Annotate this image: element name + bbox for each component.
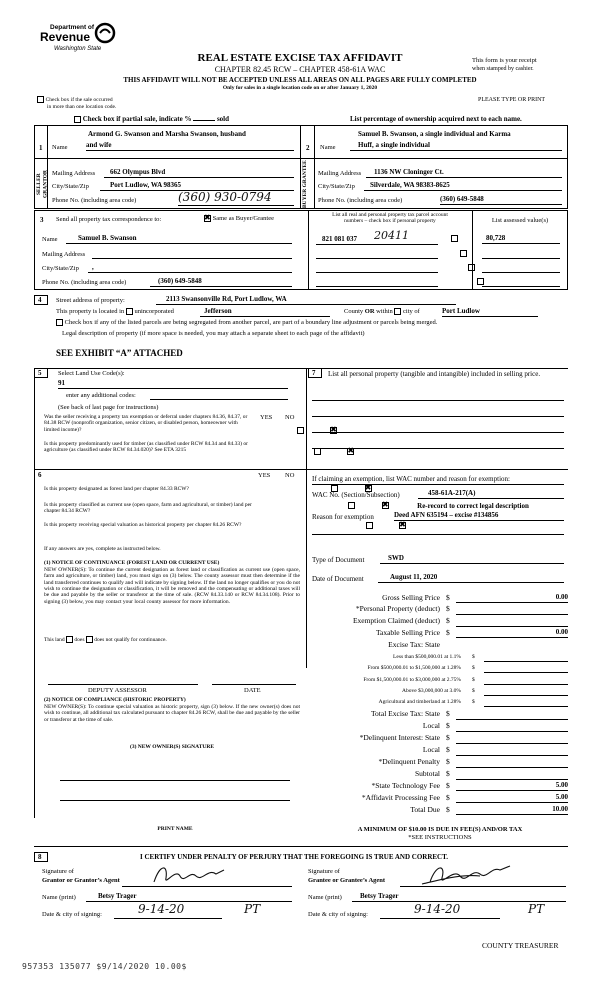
- partial-sale-percent-field[interactable]: [193, 114, 215, 121]
- section-5-7-divider: [306, 368, 307, 668]
- or-label: OR: [364, 308, 375, 315]
- total-excise-dollar: $: [446, 709, 450, 718]
- section-4-number: 4: [38, 296, 42, 304]
- this-land-label: This land: [44, 636, 65, 643]
- corr-mailing-label: Mailing Address: [42, 251, 86, 258]
- tier-5-label: Agricultural and timberland at 1.28%: [378, 699, 461, 705]
- s6-yes-header: YES: [258, 472, 271, 479]
- buyer-city-field[interactable]: Silverdale, WA 98383-8625: [364, 181, 562, 191]
- parcel-1-personal-checkbox[interactable]: [451, 235, 458, 242]
- section-3-number: 3: [40, 216, 44, 224]
- section-8-top-border: [34, 846, 568, 847]
- grantor-signature-label-2: Grantor or Grantor’s Agent: [42, 877, 120, 884]
- buyer-mailing-label: Mailing Address: [318, 170, 362, 177]
- reason-line-1[interactable]: Re-record to correct legal description: [417, 502, 529, 510]
- parcel-header-line-1: List all real and personal property tax parcel account: [332, 212, 448, 218]
- grantor-name-label: Name (print): [42, 894, 76, 901]
- section-5-top-border: [34, 368, 568, 369]
- local-field[interactable]: [456, 731, 568, 732]
- delinquent-interest-field[interactable]: [456, 743, 568, 744]
- deputy-assessor-label: DEPUTY ASSESSOR: [88, 687, 147, 694]
- taxable-dollar: $: [446, 628, 450, 637]
- partial-sale-checkbox[interactable]: [74, 116, 81, 123]
- notice-2-title: (2) NOTICE OF COMPLIANCE (HISTORIC PROPERTY): [44, 697, 186, 703]
- tech-fee-label: *State Technology Fee: [371, 781, 440, 790]
- wac-label: WAC No. (Section/Subsection): [312, 491, 400, 499]
- seller-phone-label: Phone No. (including area code): [52, 197, 137, 204]
- parcel-header-line-2: numbers – check box if personal property: [344, 218, 436, 225]
- assessed-divider: [472, 210, 473, 290]
- parcel-handwritten-1: 20411: [374, 229, 409, 242]
- assessed-value-4[interactable]: [482, 286, 560, 287]
- multi-location-label: Check box if the sale occurred: [45, 97, 113, 103]
- seller-mailing-label: Mailing Address: [52, 170, 96, 177]
- subtotal-label: Subtotal: [414, 769, 440, 778]
- grantee-date-field[interactable]: 9-14-20: [380, 903, 500, 919]
- subtotal-dollar: $: [446, 769, 450, 778]
- grantor-date-field[interactable]: 9-14-20: [114, 903, 222, 919]
- notice-1-title: (1) NOTICE OF CONTINUANCE (FOREST LAND OR CURRENT USE): [44, 560, 220, 566]
- same-as-buyer-label: Same as Buyer/Grantee: [212, 215, 274, 222]
- new-owner-signature-label: (3) NEW OWNER(S) SIGNATURE: [130, 744, 214, 750]
- tier-1-label: Less than $500,000.01 at 1.1%: [393, 654, 461, 660]
- same-as-buyer-row: [204, 215, 274, 222]
- corr-city-label: City/State/Zip: [42, 265, 79, 272]
- partial-sale-label: Check box if partial sale, indicate %: [82, 115, 192, 123]
- s6-q2-yes-checkbox[interactable]: [348, 502, 355, 509]
- certify-statement: I CERTIFY UNDER PENALTY OF PERJURY THAT THE FOREGOING IS TRUE AND CORRECT.: [140, 853, 449, 861]
- tier-3-dollar: $: [472, 677, 475, 683]
- land-qualify-row: [44, 636, 167, 643]
- exemption-claimed-field[interactable]: [456, 626, 568, 627]
- delinquent-penalty-dollar: $: [446, 757, 450, 766]
- personal-property-label: List all personal property (tangible and intangible) included in selling price.: [328, 370, 541, 378]
- corr-phone-label: Phone No. (including area code): [42, 279, 127, 286]
- corr-name-label: Name: [42, 236, 58, 243]
- s5-q1-yes-checkbox[interactable]: [297, 427, 304, 434]
- subtotal-field[interactable]: [456, 779, 568, 780]
- county-field[interactable]: Jefferson: [200, 307, 330, 317]
- land-does-not-checkbox[interactable]: [86, 636, 93, 643]
- buyer-phone-field[interactable]: (360) 649-5848: [440, 195, 562, 205]
- gross-selling-field[interactable]: 0.00: [456, 593, 568, 603]
- s5-question-2: Is this property predominantly used for timber (as classified under RCW 84.34 and 84.33) or agriculture (as classified under RCW 84.34.020)? See ETA 3215: [44, 441, 248, 454]
- does-label: does: [74, 636, 85, 643]
- print-name-line[interactable]: [60, 800, 290, 801]
- location-row: [56, 308, 174, 315]
- grantee-signature-label-2: Grantee or Grantee’s Agent: [308, 877, 386, 884]
- tier-4-label: Above $3,000,000 at 3.0%: [402, 688, 461, 694]
- tech-fee-dollar: $: [446, 781, 450, 790]
- parcel-2-personal-checkbox[interactable]: [460, 250, 467, 257]
- s5-question-1: Was the seller receiving a property tax exemption or deferral under chapters 84.36, 84.37, or 84.38 RCW (nonprofit organization, senior citizen, or disabled person, homeowner with limited income)?: [44, 414, 248, 433]
- corr-name-field[interactable]: Samuel B. Swanson: [66, 234, 292, 244]
- local-2-label: Local: [422, 745, 440, 754]
- s6-no-header: NO: [285, 472, 295, 479]
- s5-q2-no-checkbox[interactable]: [347, 448, 354, 455]
- form-warning: THIS AFFIDAVIT WILL NOT BE ACCEPTED UNLESS ALL AREAS ON ALL PAGES ARE FULLY COMPLETED: [123, 76, 477, 84]
- grantee-signature-label-1: Signature of: [308, 868, 340, 875]
- exemption-label: If claiming an exemption, list WAC number and reason for exemption:: [312, 475, 510, 483]
- total-due-field[interactable]: 10.00: [456, 805, 568, 815]
- seller-phone-field[interactable]: (360) 930-0794: [178, 191, 294, 206]
- section-2-num-divider: [300, 125, 315, 158]
- grantor-date-label: Date & city of signing:: [42, 911, 102, 918]
- notice-1-body: NEW OWNER(S): To continue the current designation as forest land or classification as current use (open space, farm and agriculture, or timber) land, you must sign on (3) below. The county assessor must then determine if the land transferred continues to qualify and will indicate by signing below. If the land no longer qualifies or you do not wish to continue the designation or classification, it will be removed and the compensating or additional taxes will be due and payable by the seller or transferor at the time of sale. (RCW 84.33.140 or RCW 84.34.108). Prior to signing (3) below, you may contact your local county assessor for more information.: [44, 567, 300, 605]
- buyer-side-label: BUYER GRANTEE: [302, 160, 308, 208]
- excise-state-label: Excise Tax: State: [388, 640, 440, 649]
- seller-name-line-2[interactable]: and wife: [86, 141, 294, 151]
- seller-city-field[interactable]: Port Ludlow, WA 98365: [100, 181, 294, 191]
- grantor-signature-label-1: Signature of: [42, 868, 74, 875]
- tech-fee-field[interactable]: 5.00: [456, 781, 568, 791]
- county-or-row: [344, 308, 420, 315]
- doc-type-label: Type of Document: [312, 556, 365, 564]
- delinquent-interest-dollar: $: [446, 733, 450, 742]
- deputy-assessor-line[interactable]: [48, 684, 198, 685]
- legal-description-label: Legal description of property (if more space is needed, you may attach a separate sheet to each page of the affidavit): [62, 330, 365, 337]
- total-excise-state-field[interactable]: [456, 719, 568, 720]
- s6-q3-no-checkbox[interactable]: [399, 522, 406, 529]
- grantor-signature-line[interactable]: [122, 886, 292, 887]
- street-label: Street address of property:: [56, 297, 125, 304]
- corr-phone-field[interactable]: (360) 649-5848: [150, 277, 292, 287]
- buyer-city-label: City/State/Zip: [318, 183, 355, 190]
- local-label: Local: [422, 721, 440, 730]
- new-owner-signature-line[interactable]: [60, 780, 290, 781]
- tier-4-field[interactable]: [484, 695, 568, 696]
- partial-sale-sold: sold: [216, 115, 230, 123]
- city-checkbox[interactable]: [394, 308, 401, 315]
- segregated-checkbox[interactable]: [56, 319, 63, 326]
- buyer-name-line-1: Samuel B. Swanson, a single individual and Karma: [358, 130, 511, 138]
- buyer-name-label: Name: [320, 144, 336, 151]
- affidavit-fee-label: *Affidavit Processing Fee: [361, 793, 440, 802]
- assessor-date-label: DATE: [244, 687, 261, 694]
- local-dollar: $: [446, 721, 450, 730]
- section-7-number: 7: [312, 369, 316, 377]
- seller-side-label: SELLER GRANTOR: [36, 170, 49, 199]
- tier-3-field[interactable]: [484, 684, 568, 685]
- buyer-side-divider: [300, 158, 315, 209]
- personal-dollar: $: [446, 604, 450, 613]
- delinquent-penalty-field[interactable]: [456, 767, 568, 768]
- within-label: within: [376, 308, 393, 315]
- parcel-row-2[interactable]: [316, 258, 438, 259]
- grantee-name-label: Name (print): [308, 894, 342, 901]
- grantee-name-field[interactable]: Betsy Trager: [352, 892, 566, 902]
- personal-property-deduct-label: *Personal Property (deduct): [355, 604, 440, 613]
- receipt-note-2: when stamped by cashier.: [472, 66, 534, 72]
- grantee-date-label: Date & city of signing:: [308, 911, 368, 918]
- section-6-top-border: [34, 469, 568, 470]
- personal-property-deduct-field[interactable]: [456, 614, 568, 615]
- assessed-value-2[interactable]: [482, 258, 560, 259]
- land-use-label: Select Land Use Code(s):: [58, 370, 125, 377]
- taxable-selling-field[interactable]: 0.00: [456, 628, 568, 638]
- seller-mailing-field[interactable]: 662 Olympus Blvd: [104, 168, 294, 178]
- exemption-line: [312, 484, 564, 485]
- minimum-note: A MINIMUM OF $10.00 IS DUE IN FEE(S) AND/OR TAX: [357, 826, 523, 833]
- total-excise-state-label: Total Excise Tax: State: [370, 709, 440, 718]
- parcel-4-personal-checkbox[interactable]: [477, 278, 484, 285]
- parcel-row-4[interactable]: [316, 286, 438, 287]
- taxable-selling-label: Taxable Selling Price: [375, 628, 440, 637]
- exemption-claimed-label: Exemption Claimed (deduct): [352, 616, 440, 625]
- does-not-label: does not qualify for continuance.: [94, 636, 167, 643]
- reason-line-2[interactable]: Deed AFN 635194 – excise #134856: [394, 511, 564, 521]
- additional-codes-label: enter any additional codes:: [66, 392, 136, 399]
- parcel-header: [310, 212, 470, 225]
- tier-1-field[interactable]: [484, 661, 568, 662]
- land-does-checkbox[interactable]: [66, 636, 73, 643]
- section-5-number: 5: [38, 369, 42, 377]
- parcel-row-3[interactable]: [316, 272, 438, 273]
- corr-city-field[interactable]: ,: [88, 263, 292, 273]
- doc-type-field[interactable]: SWD: [380, 554, 564, 564]
- total-due-dollar: $: [446, 805, 450, 814]
- tier-2-field[interactable]: [484, 672, 568, 673]
- tier-2-dollar: $: [472, 665, 475, 671]
- print-name-label: PRINT NAME: [157, 826, 193, 832]
- seller-city-label: City/State/Zip: [52, 183, 89, 190]
- wac-field[interactable]: 458-61A-217(A): [418, 489, 564, 499]
- tier-5-field[interactable]: [484, 706, 568, 707]
- section-5-left-border: [34, 368, 35, 818]
- located-label: This property is located in: [56, 308, 125, 315]
- tier-4-dollar: $: [472, 688, 475, 694]
- doc-date-label: Date of Document: [312, 575, 364, 583]
- section-2-number: 2: [306, 144, 310, 152]
- buyer-mailing-field[interactable]: 1136 NW Cloninger Ct.: [366, 168, 562, 178]
- cashier-stamp: 957353 135077 $9/14/2020 10.00$: [22, 962, 187, 971]
- grantee-city-field[interactable]: PT: [528, 902, 545, 916]
- corr-mailing-field[interactable]: [92, 249, 292, 259]
- logo-state: Washington State: [54, 46, 102, 52]
- tier-3-label: From $1,500,000.01 to $3,000,000 at 2.75%: [363, 677, 461, 683]
- exhibit-text[interactable]: SEE EXHIBIT “A” ATTACHED: [56, 348, 183, 358]
- s5-yes-header: YES: [260, 414, 273, 421]
- s5-no-header: NO: [285, 414, 295, 421]
- notice-2-body: NEW OWNER(S): To continue special valuation as historic property, sign (3) below. If the new owner(s) does not wish to continue, all additional tax calculated pursuant to chapter 84.26 RCW, shall be due and payable by the seller or transferor at the time of sale.: [44, 704, 300, 723]
- s6-question-1: Is this property designated as forest land per chapter 84.33 RCW?: [44, 486, 189, 492]
- receipt-note-1: This form is your receipt: [472, 57, 537, 64]
- percentage-note: List percentage of ownership acquired next to each name.: [350, 115, 522, 123]
- assessor-date-line[interactable]: [212, 684, 296, 685]
- logo-dept-line: Department of: [50, 24, 95, 31]
- see-back-note: (See back of last page for instructions): [58, 404, 159, 411]
- seller-side-divider: [34, 158, 48, 209]
- section-6-number: 6: [38, 471, 42, 479]
- segregated-label: Check box if any of the listed parcels are being segregated from another parcel, are part of a boundary line adjustment or parcels being merged.: [64, 319, 438, 326]
- partial-sale-row: [74, 114, 229, 123]
- grantee-signature-line[interactable]: [400, 886, 566, 887]
- land-use-field[interactable]: 91: [58, 379, 288, 389]
- additional-codes-field[interactable]: [150, 399, 288, 400]
- affidavit-fee-field[interactable]: 5.00: [456, 793, 568, 803]
- multi-location-checkbox[interactable]: [37, 96, 44, 103]
- s6-question-2: Is this property classified as current use (open space, farm and agricultural, or timber) land per chapter 84.34 RCW?: [44, 502, 252, 515]
- section-1-number: 1: [39, 144, 43, 152]
- reason-extra-line[interactable]: [312, 534, 564, 535]
- personal-property-line-2[interactable]: [312, 416, 564, 417]
- form-note: Only for sales in a single location code on or after January 1, 2020: [222, 85, 378, 91]
- print-note: PLEASE TYPE OR PRINT: [478, 97, 546, 103]
- county-label: County: [344, 308, 364, 315]
- multi-location-label-2: in more than one location code.: [47, 104, 117, 110]
- same-as-buyer-checkbox[interactable]: [204, 215, 211, 222]
- total-due-label: Total Due: [410, 805, 440, 814]
- grantor-name-field[interactable]: Betsy Trager: [86, 892, 292, 902]
- unincorporated-label: unincorporated: [134, 308, 174, 315]
- multi-location-row: [37, 96, 113, 103]
- tier-5-dollar: $: [472, 699, 475, 705]
- seller-name-label: Name: [52, 144, 68, 151]
- section-1-num-divider: [34, 125, 48, 158]
- city-of-label: city of: [403, 308, 420, 315]
- grantor-city-field[interactable]: PT: [244, 902, 261, 916]
- assessed-value-1[interactable]: 80,728: [482, 234, 560, 244]
- assessed-value-3[interactable]: [482, 272, 560, 273]
- assessed-header: List assessed value(s): [491, 217, 549, 224]
- unincorporated-checkbox[interactable]: [126, 308, 133, 315]
- parcel-3-personal-checkbox[interactable]: [468, 264, 475, 271]
- section-3-divider: [308, 210, 309, 290]
- delinquent-interest-label: *Delinquent Interest: State: [359, 733, 440, 742]
- buyer-name-line-2[interactable]: Huff, a single individual: [350, 141, 562, 151]
- parcel-number-1[interactable]: 821 081 037: [322, 235, 357, 243]
- gross-selling-label: Gross Selling Price: [382, 593, 440, 602]
- street-field[interactable]: 2113 Swansonville Rd, Port Ludlow, WA: [156, 295, 456, 305]
- personal-property-line-3[interactable]: [312, 432, 564, 433]
- treasurer-label: COUNTY TREASURER: [482, 941, 559, 950]
- exemption-dollar: $: [446, 616, 450, 625]
- local-2-field[interactable]: [456, 755, 568, 756]
- doc-date-field[interactable]: August 11, 2020: [378, 573, 564, 583]
- see-instructions-note: *SEE INSTRUCTIONS: [408, 834, 472, 841]
- s6-question-3: Is this property receiving special valuation as historical property per chapter 84.26 RCW?: [44, 522, 242, 528]
- tier-1-dollar: $: [472, 654, 475, 660]
- tier-2-label: From $500,000.01 to $1,500,000 at 1.28%: [367, 665, 461, 671]
- personal-property-line-1[interactable]: [312, 400, 564, 401]
- parcel-row-1-line: [316, 244, 438, 245]
- logo-revenue: Revenue: [40, 30, 91, 44]
- form-title: REAL ESTATE EXCISE TAX AFFIDAVIT: [197, 52, 403, 64]
- delinquent-penalty-label: *Delinquent Penalty: [378, 757, 440, 766]
- dor-emblem-icon: [94, 22, 116, 44]
- gross-dollar: $: [446, 593, 450, 602]
- local-2-dollar: $: [446, 745, 450, 754]
- s6-q3-yes-checkbox[interactable]: [366, 522, 373, 529]
- buyer-phone-label: Phone No. (including area code): [318, 197, 403, 204]
- segregated-row: [56, 319, 437, 326]
- s5-q2-yes-checkbox[interactable]: [314, 448, 321, 455]
- reason-label: Reason for exemption: [312, 513, 374, 521]
- grantor-signature-scribble-icon: [150, 862, 230, 888]
- personal-property-line-4[interactable]: [312, 448, 564, 449]
- form-subtitle: CHAPTER 82.45 RCW – CHAPTER 458-61A WAC: [214, 65, 386, 74]
- s6-if-yes-note: If any answers are yes, complete as instructed below.: [44, 546, 161, 552]
- affidavit-fee-dollar: $: [446, 793, 450, 802]
- correspondence-label: Send all property tax correspondence to:: [56, 216, 162, 223]
- seller-name-line-1: Armond G. Swanson and Marsha Swanson, husband: [88, 130, 246, 138]
- section-8-number: 8: [38, 853, 42, 861]
- city-of-field[interactable]: Port Ludlow: [442, 307, 538, 317]
- dor-logo: [40, 22, 120, 58]
